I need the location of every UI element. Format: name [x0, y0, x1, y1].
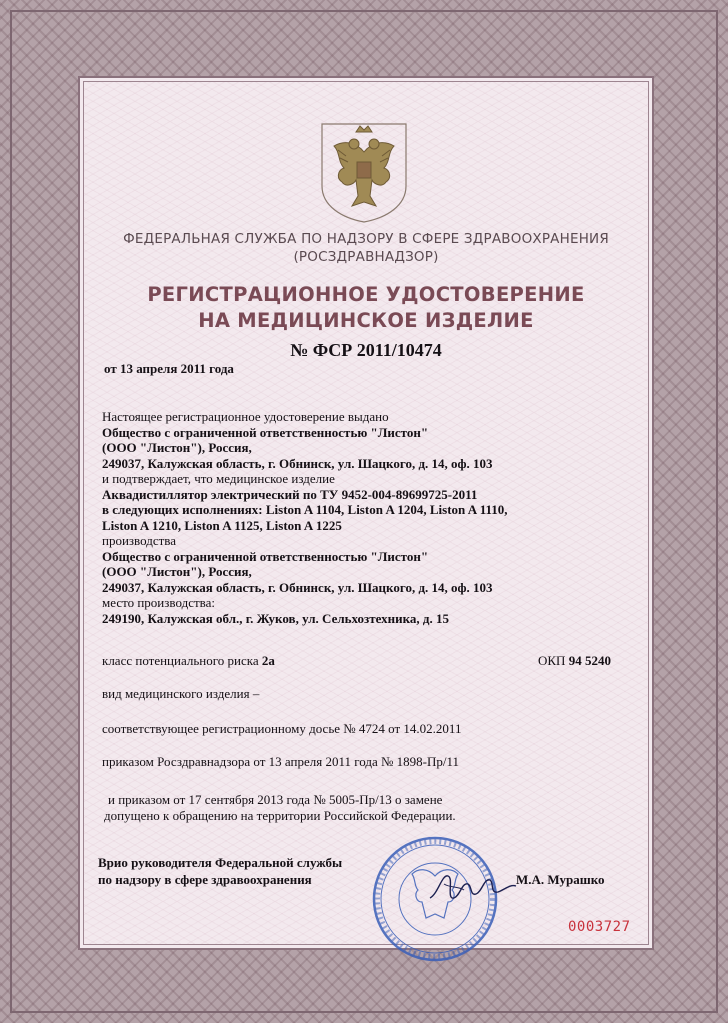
serial-number: 0003727: [568, 919, 631, 935]
device-line-3: Liston A 1210, Liston A 1125, Liston A 1225: [102, 517, 342, 533]
signatory-name: М.А. Мурашко: [516, 872, 605, 887]
double-headed-eagle-icon: [316, 122, 412, 224]
title-line-1: РЕГИСТРАЦИОННОЕ УДОСТОВЕРЕНИЕ: [147, 283, 585, 306]
place-label: место производства:: [102, 595, 215, 610]
okp-code: [538, 653, 611, 669]
holder-line-2: (ООО "Листон"), Россия,: [102, 440, 252, 455]
position-line-2: по надзору в сфере здравоохранения: [98, 872, 312, 887]
maker-line-2: (ООО "Листон"), Россия,: [102, 564, 252, 579]
risk-class: [102, 653, 275, 669]
risk-value: 2а: [261, 653, 275, 668]
order-line-1: приказом Росздравнадзора от 13 апреля 2011 года № 1898-Пр/11: [102, 754, 460, 769]
okp-value: 94 5240: [568, 653, 611, 668]
device-line-1: Аквадистиллятор электрический по ТУ 9452-004-89699725-2011: [102, 486, 478, 502]
order-line-3: допущено к обращению на территории Российской Федерации.: [104, 808, 456, 823]
dossier-line: соответствующее регистрационному досье № 4724 от 14.02.2011: [102, 721, 462, 736]
position-line-1: Врио руководителя Федеральной службы: [98, 855, 343, 870]
production-label: производства: [102, 533, 177, 548]
device-line-2: в следующих исполнениях: Liston A 1104, Liston A 1204, Liston A 1110,: [102, 502, 508, 517]
handwritten-signature-icon: [428, 864, 518, 904]
place-value: 249190, Калужская обл., г. Жуков, ул. Сельхозтехника, д. 15: [102, 610, 449, 626]
certificate-body: [102, 409, 642, 626]
certificate-content: [78, 76, 654, 950]
title-line-2: НА МЕДИЦИНСКОЕ ИЗДЕЛИЕ: [198, 309, 534, 332]
holder-line-3: 249037, Калужская область, г. Обнинск, ул. Шацкого, д. 14, оф. 103: [102, 455, 493, 471]
certificate-number: № ФСР 2011/10474: [290, 340, 442, 360]
holder-line-1: Общество с ограниченной ответственностью "Листон": [102, 424, 429, 440]
risk-label: класс потенциального риска: [102, 653, 259, 668]
confirms-label: и подтверждает, что медицинское изделие: [102, 471, 335, 486]
issued-to-label: Настоящее регистрационное удостоверение выдано: [102, 409, 389, 424]
certificate-date: от 13 апреля 2011 года: [104, 361, 234, 376]
signatory-position: [98, 854, 342, 888]
agency-name: [78, 230, 654, 266]
order-line-2: и приказом от 17 сентября 2013 года № 5005-Пр/13 о замене: [108, 792, 443, 807]
certificate-title: [78, 282, 654, 334]
agency-line-1: ФЕДЕРАЛЬНАЯ СЛУЖБА ПО НАДЗОРУ В СФЕРЕ ЗДРАВООХРАНЕНИЯ: [123, 231, 609, 247]
agency-line-2: (РОСЗДРАВНАДЗОР): [293, 249, 439, 265]
device-kind: вид медицинского изделия –: [102, 686, 260, 701]
okp-label: ОКП: [538, 653, 566, 668]
maker-line-1: Общество с ограниченной ответственностью "Листон": [102, 548, 429, 564]
maker-line-3: 249037, Калужская область, г. Обнинск, ул. Шацкого, д. 14, оф. 103: [102, 579, 493, 595]
